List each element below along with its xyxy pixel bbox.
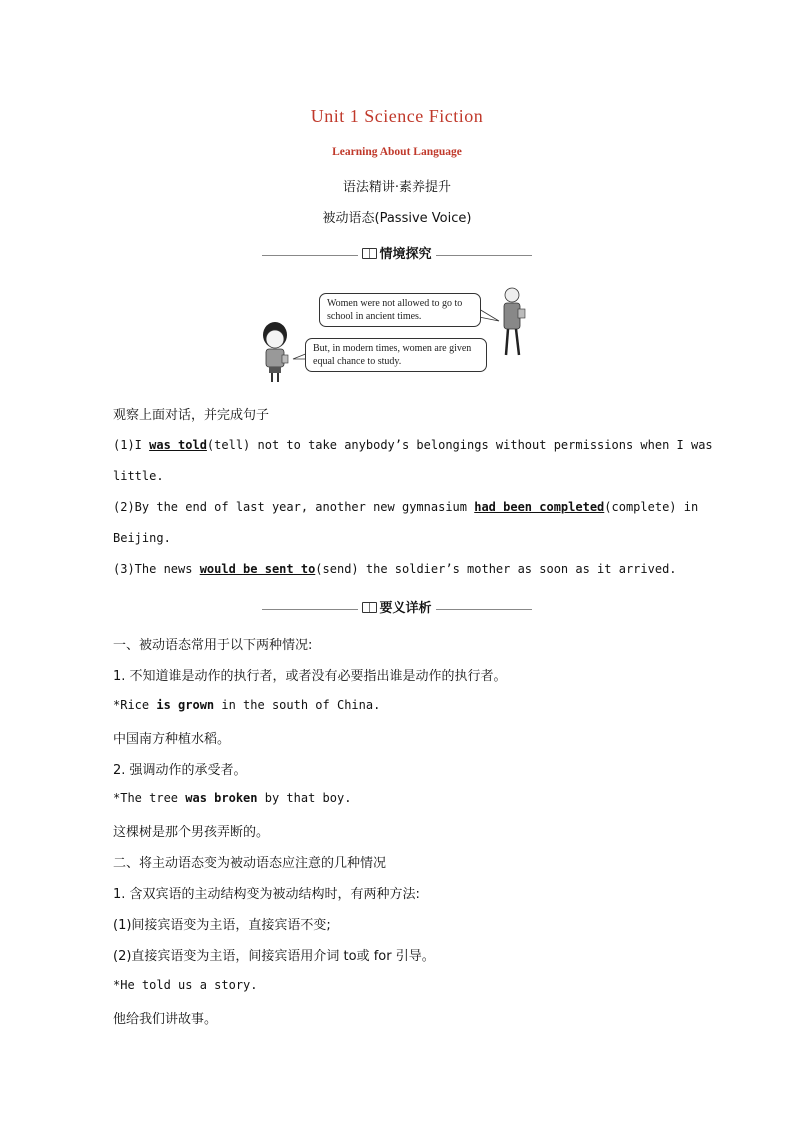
book-icon xyxy=(362,248,377,259)
man-figure xyxy=(504,288,525,355)
answer-2: had been completed xyxy=(474,500,605,514)
question-2: (2)By the end of last year, another new gymnasium had been completed(complete) in xyxy=(113,500,699,514)
speech-bubble-man: Women were not allowed to go to school in ancient times. xyxy=(319,293,481,327)
question-3: (3)The news would be sent to(send) the soldier’s mother as soon as it arrived. xyxy=(113,562,677,576)
point-5: (2)直接宾语变为主语，间接宾语用介词 to或 for 引导。 xyxy=(113,949,435,964)
heading-2: 二、将主动语态变为被动语态应注意的几种情况 xyxy=(113,856,387,871)
example-1: *Rice is grown in the south of China. xyxy=(113,698,381,712)
section-bar-situation xyxy=(262,243,532,263)
answer-3: would be sent to xyxy=(199,562,316,576)
section-label: 情境探究 xyxy=(379,247,432,262)
point-3: 1. 含双宾语的主动结构变为被动结构时，有两种方法: xyxy=(113,887,420,902)
answer-1: was told xyxy=(149,438,207,452)
example-2-translation: 这棵树是那个男孩弄断的。 xyxy=(113,825,270,840)
exercise-instruction: 观察上面对话，并完成句子 xyxy=(113,408,270,423)
section-heading: 语法精讲·素养提升 xyxy=(342,180,452,195)
question-1: (1)I was told(tell) not to take anybody’s belongings without permissions when I was xyxy=(113,438,713,452)
page-subtitle: Learning About Language xyxy=(332,146,462,158)
dialogue-illustration xyxy=(255,283,535,388)
question-2-continued: Beijing. xyxy=(113,531,171,545)
question-1-continued: little. xyxy=(113,469,164,483)
girl-figure xyxy=(263,322,288,382)
example-3-translation: 他给我们讲故事。 xyxy=(113,1012,218,1027)
book-icon xyxy=(362,602,377,613)
example-2: *The tree was broken by that boy. xyxy=(113,791,352,805)
section-bar-analysis xyxy=(262,597,532,617)
topic-heading: 被动语态(Passive Voice) xyxy=(322,211,472,226)
point-1: 1. 不知道谁是动作的执行者，或者没有必要指出谁是动作的执行者。 xyxy=(113,669,507,684)
heading-1: 一、被动语态常用于以下两种情况: xyxy=(113,638,313,653)
page-title: Unit 1 Science Fiction xyxy=(310,106,484,126)
example-1-translation: 中国南方种植水稻。 xyxy=(113,732,231,747)
section-label: 要义详析 xyxy=(379,601,432,616)
speech-bubble-girl: But, in modern times, women are given equal chance to study. xyxy=(305,338,487,372)
point-4: (1)间接宾语变为主语，直接宾语不变; xyxy=(113,918,331,933)
example-3: *He told us a story. xyxy=(113,978,258,992)
point-2: 2. 强调动作的承受者。 xyxy=(113,763,247,778)
